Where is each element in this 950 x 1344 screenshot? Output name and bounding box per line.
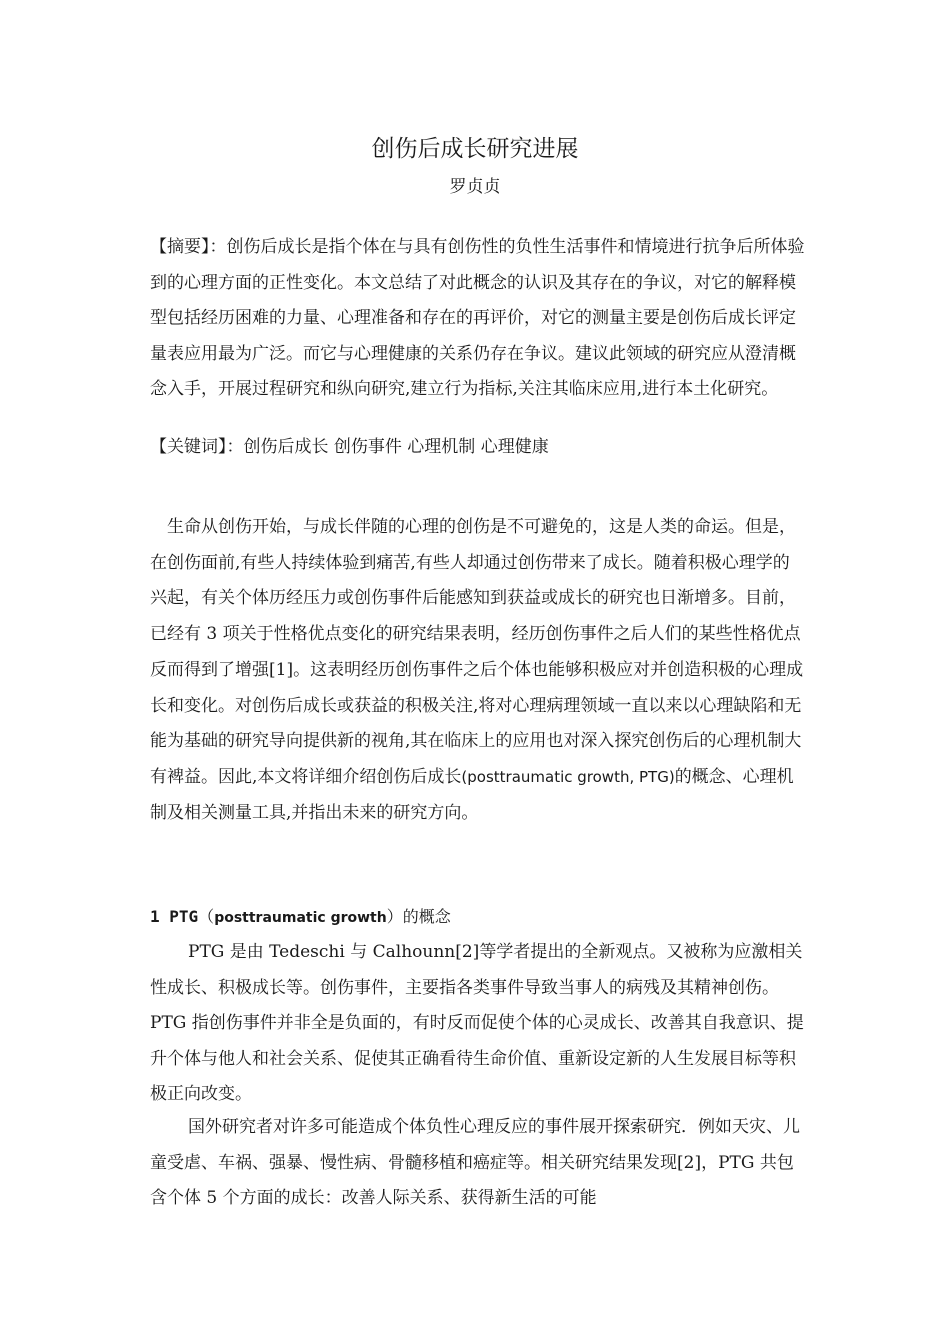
intro-text-part2: 的概念、心理机制及相关测量工具,并指出未来的研究方向。	[150, 766, 794, 823]
section-1-open-paren: （	[198, 907, 215, 926]
paper-title: 创伤后成长研究进展	[371, 136, 579, 162]
abstract-text: 创伤后成长是指个体在与具有创伤性的负性生活事件和情境进行抗争后所体验到的心理方面的正性变化。本文总结了对此概念的认识及其存在的争议，对它的解释模型包括经历困难的力量、心理准备和存在的再评价，对它的测量主要是创伤后成长评定量表应用最为广泛。而它与心理健康的关系仍存在争议。建议此领域的研究应从澄清概念入手，开展过程研究和纵向研究,建立行为指标,关注其临床应用,进行本土化研究。	[150, 237, 805, 399]
intro-paragraph	[150, 510, 805, 831]
section-1-paragraph-1: PTG 是由 Tedeschi 与 Calhounn[2]等学者提出的全新观点。又被称为应激相关性成长、积极成长等。创伤事件，主要指各类事件导致当事人的病残及其精神创伤。PTG 指创伤事件并非全是负面的，有时反而促使个体的心灵成长、改善其自我意识、提升个体与他人和社会关系、促使其正确看待生命价值、重新设定新的人生发展目标等积极正向改变。	[150, 942, 804, 1104]
section-1-heading	[150, 902, 451, 933]
section-1-paragraph-2: 国外研究者对许多可能造成个体负性心理反应的事件展开探索研究．例如天灾、儿童受虐、车祸、强暴、慢性病、骨髓移植和癌症等。相关研究结果发现[2]，PTG 共包含个体 5 个方面的成长：改善人际关系、获得新生活的可能	[150, 1117, 800, 1208]
intro-english-term: (posttraumatic growth, PTG)	[461, 767, 675, 786]
section-1-number: 1 PTG	[150, 907, 199, 926]
keywords-label: 【关键词】：	[150, 437, 244, 457]
keywords-line	[150, 432, 805, 462]
abstract-label: 【摘要】：	[150, 237, 227, 257]
keywords-text: 创伤后成长 创伤事件 心理机制 心理健康	[243, 437, 549, 457]
section-1-english-term: posttraumatic growth	[214, 910, 387, 926]
abstract-paragraph	[150, 230, 805, 408]
section-1-heading-rest: ）的概念	[386, 907, 451, 926]
intro-text-part1: 生命从创伤开始，与成长伴随的心理的创伤是不可避免的，这是人类的命运。但是，在创伤面前,有些人持续体验到痛苦,有些人却通过创伤带来了成长。随着积极心理学的兴起，有关个体历经压力或创伤事件后能感知到获益或成长的研究也日渐增多。目前，已经有 3 项关于性格优点变化的研究结果表明，经历创伤事件之后人们的某些性格优点反而得到了增强[1]。这表明经历创伤事件之后个体也能够积极应对并创造积极的心理成长和变化。对创伤后成长或获益的积极关注,将对心理病理领域一直以来以心理缺陷和无能为基础的研究导向提供新的视角,其在临床上的应用也对深入探究创伤后的心理机制大有裨益。因此,本文将详细介绍创伤后成长	[150, 517, 804, 787]
author-name: 罗贞贞	[449, 177, 501, 197]
